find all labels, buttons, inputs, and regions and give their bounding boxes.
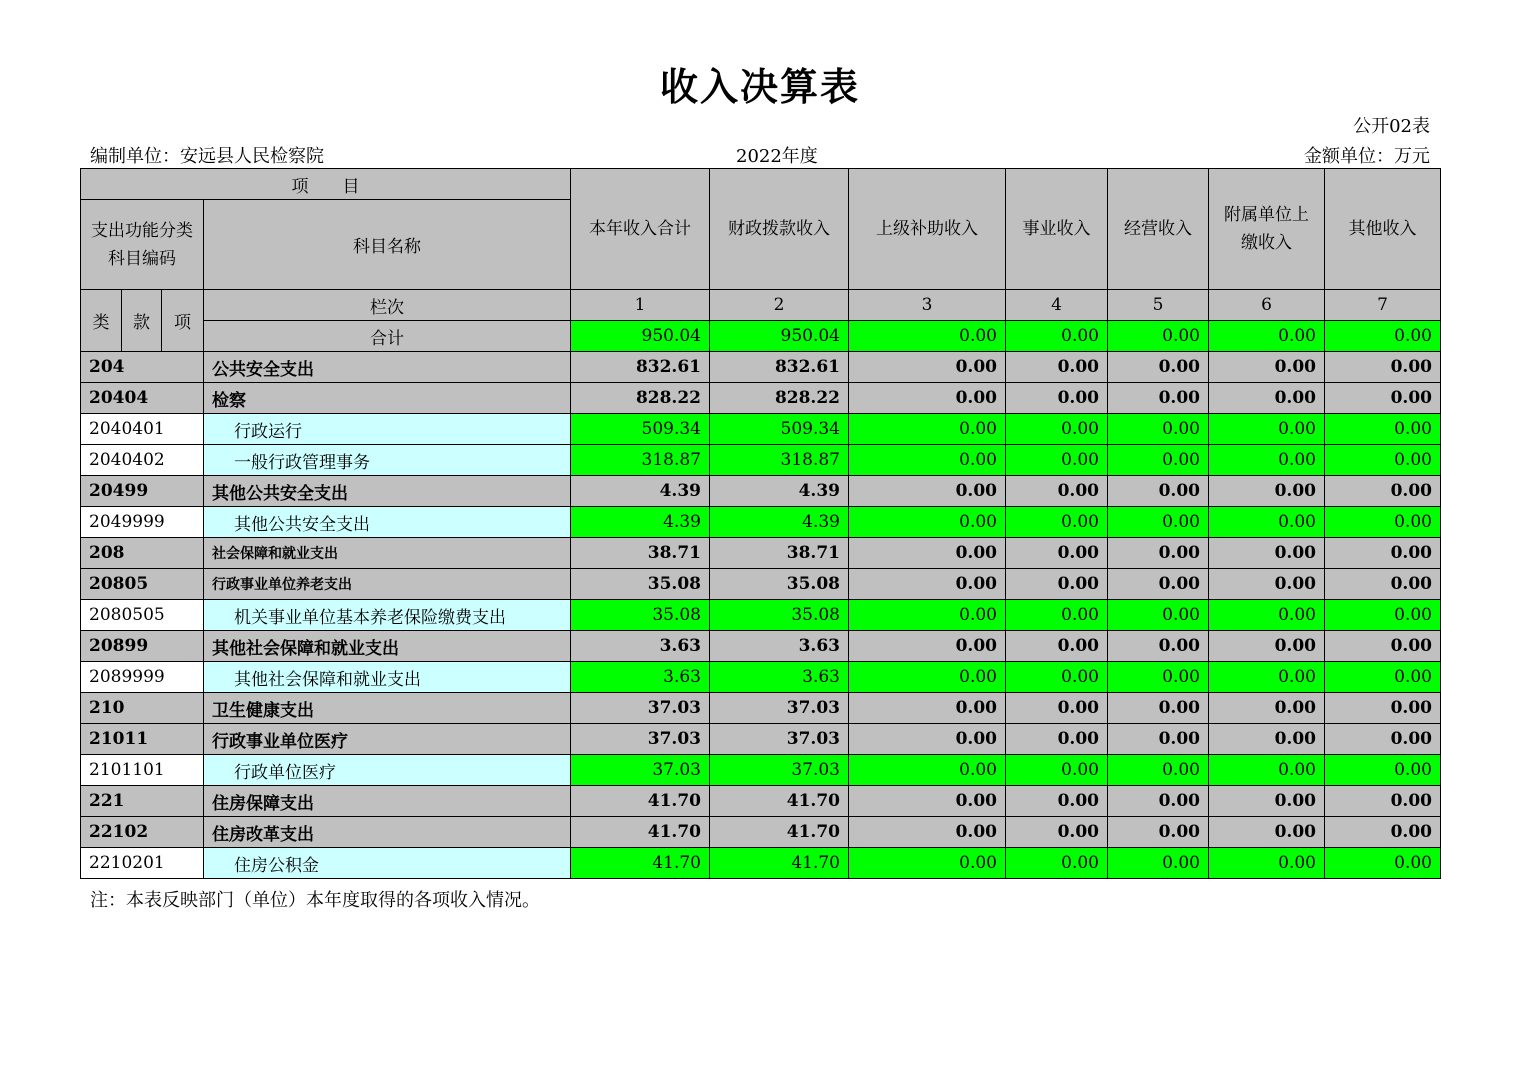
- header-col-6: 附属单位上缴收入: [1209, 169, 1325, 290]
- total-cell: 0.00: [849, 321, 1006, 352]
- row-value: 41.70: [710, 786, 849, 817]
- row-name: 行政单位医疗: [204, 755, 571, 786]
- row-value: 38.71: [710, 538, 849, 569]
- table-row: [81, 569, 1441, 600]
- header-col-2: 财政拨款收入: [710, 169, 849, 290]
- row-code: 2101101: [81, 755, 204, 786]
- row-value: 0.00: [1006, 786, 1108, 817]
- table-row: [81, 693, 1441, 724]
- row-value: 0.00: [849, 755, 1006, 786]
- row-value: 0.00: [1325, 569, 1441, 600]
- row-value: 0.00: [1006, 600, 1108, 631]
- row-value: 4.39: [710, 476, 849, 507]
- total-cell: 0.00: [1325, 321, 1441, 352]
- row-value: 37.03: [571, 693, 710, 724]
- col-num-2: 2: [710, 290, 849, 321]
- row-value: 0.00: [1209, 817, 1325, 848]
- table-row: [81, 817, 1441, 848]
- row-value: 0.00: [1108, 414, 1209, 445]
- row-value: 0.00: [1209, 476, 1325, 507]
- table-row: [81, 724, 1441, 755]
- table-row: [81, 383, 1441, 414]
- row-value: 0.00: [1209, 414, 1325, 445]
- row-value: 0.00: [1108, 662, 1209, 693]
- row-value: 0.00: [1006, 817, 1108, 848]
- table-row: [81, 755, 1441, 786]
- row-value: 0.00: [1006, 383, 1108, 414]
- row-name: 其他公共安全支出: [204, 476, 571, 507]
- row-value: 0.00: [1325, 445, 1441, 476]
- row-value: 38.71: [571, 538, 710, 569]
- row-value: 0.00: [1006, 569, 1108, 600]
- lanci-row: [81, 290, 1441, 321]
- row-value: 0.00: [1006, 352, 1108, 383]
- header-col-1: 本年收入合计: [571, 169, 710, 290]
- header-lanci: 栏次: [204, 290, 571, 321]
- row-value: 0.00: [1108, 693, 1209, 724]
- col-num-5: 5: [1108, 290, 1209, 321]
- row-value: 318.87: [710, 445, 849, 476]
- row-code: 20899: [81, 631, 204, 662]
- row-name: 一般行政管理事务: [204, 445, 571, 476]
- header-xiang: 项: [162, 290, 204, 352]
- header-col-4: 事业收入: [1006, 169, 1108, 290]
- total-row: [81, 321, 1441, 352]
- row-value: 509.34: [710, 414, 849, 445]
- row-value: 0.00: [1006, 662, 1108, 693]
- row-code: 2080505: [81, 600, 204, 631]
- table-row: [81, 352, 1441, 383]
- row-value: 0.00: [1209, 383, 1325, 414]
- row-value: 41.70: [571, 817, 710, 848]
- row-value: 3.63: [571, 631, 710, 662]
- row-value: 3.63: [571, 662, 710, 693]
- row-value: 828.22: [571, 383, 710, 414]
- row-name: 检察: [204, 383, 571, 414]
- row-value: 41.70: [710, 817, 849, 848]
- header-code: 支出功能分类科目编码: [81, 200, 204, 290]
- row-name: 住房保障支出: [204, 786, 571, 817]
- row-value: 0.00: [1325, 631, 1441, 662]
- table-row: [81, 476, 1441, 507]
- row-code: 2040402: [81, 445, 204, 476]
- row-value: 41.70: [571, 848, 710, 879]
- table-row: [81, 662, 1441, 693]
- row-name: 其他公共安全支出: [204, 507, 571, 538]
- row-value: 0.00: [1325, 383, 1441, 414]
- income-table: [80, 168, 1441, 879]
- row-value: 0.00: [1209, 693, 1325, 724]
- row-value: 0.00: [1209, 569, 1325, 600]
- total-cell: 950.04: [710, 321, 849, 352]
- row-value: 0.00: [1209, 352, 1325, 383]
- row-value: 3.63: [710, 662, 849, 693]
- row-name: 住房公积金: [204, 848, 571, 879]
- table-row: [81, 600, 1441, 631]
- row-value: 4.39: [571, 507, 710, 538]
- table-row: [81, 507, 1441, 538]
- row-value: 0.00: [1108, 755, 1209, 786]
- row-value: 0.00: [1209, 786, 1325, 817]
- row-value: 0.00: [1006, 507, 1108, 538]
- row-value: 3.63: [710, 631, 849, 662]
- row-value: 0.00: [1209, 538, 1325, 569]
- row-value: 0.00: [1325, 786, 1441, 817]
- row-name: 卫生健康支出: [204, 693, 571, 724]
- row-value: 37.03: [710, 693, 849, 724]
- header-col-5: 经营收入: [1108, 169, 1209, 290]
- row-code: 2089999: [81, 662, 204, 693]
- row-value: 35.08: [710, 600, 849, 631]
- row-value: 0.00: [1108, 569, 1209, 600]
- row-name: 行政事业单位养老支出: [204, 569, 571, 600]
- row-name: 其他社会保障和就业支出: [204, 662, 571, 693]
- row-value: 0.00: [1209, 848, 1325, 879]
- row-value: 37.03: [571, 724, 710, 755]
- row-value: 41.70: [571, 786, 710, 817]
- compiler-label: 编制单位：安远县人民检察院: [90, 146, 324, 167]
- row-value: 0.00: [1108, 600, 1209, 631]
- header-item: 项 目: [81, 169, 571, 200]
- row-value: 0.00: [1108, 352, 1209, 383]
- header-kuan: 款: [122, 290, 162, 352]
- row-code: 210: [81, 693, 204, 724]
- row-name: 住房改革支出: [204, 817, 571, 848]
- col-num-7: 7: [1325, 290, 1441, 321]
- year-label: 2022年度: [736, 146, 818, 167]
- row-name: 机关事业单位基本养老保险缴费支出: [204, 600, 571, 631]
- row-code: 20805: [81, 569, 204, 600]
- row-value: 4.39: [571, 476, 710, 507]
- row-value: 0.00: [849, 507, 1006, 538]
- table-row: [81, 445, 1441, 476]
- header-lei: 类: [81, 290, 122, 352]
- unit-label: 金额单位：万元: [1304, 146, 1430, 167]
- row-value: 0.00: [1209, 755, 1325, 786]
- table-row: [81, 848, 1441, 879]
- page-title: 收入决算表: [659, 65, 860, 109]
- row-value: 0.00: [849, 538, 1006, 569]
- row-value: 37.03: [710, 755, 849, 786]
- row-value: 0.00: [1209, 631, 1325, 662]
- row-value: 832.61: [710, 352, 849, 383]
- row-value: 0.00: [849, 631, 1006, 662]
- row-value: 0.00: [1325, 352, 1441, 383]
- row-value: 0.00: [1108, 817, 1209, 848]
- table-row: [81, 631, 1441, 662]
- row-value: 0.00: [1325, 662, 1441, 693]
- row-value: 0.00: [1209, 507, 1325, 538]
- row-value: 0.00: [1006, 445, 1108, 476]
- row-value: 0.00: [1108, 724, 1209, 755]
- row-value: 0.00: [1108, 631, 1209, 662]
- row-value: 0.00: [849, 383, 1006, 414]
- row-value: 509.34: [571, 414, 710, 445]
- row-value: 35.08: [571, 600, 710, 631]
- row-value: 0.00: [849, 817, 1006, 848]
- row-code: 22102: [81, 817, 204, 848]
- col-num-6: 6: [1209, 290, 1325, 321]
- row-value: 0.00: [1006, 693, 1108, 724]
- row-value: 35.08: [571, 569, 710, 600]
- row-value: 832.61: [571, 352, 710, 383]
- row-value: 318.87: [571, 445, 710, 476]
- row-value: 0.00: [849, 662, 1006, 693]
- total-cell: 950.04: [571, 321, 710, 352]
- table-row: [81, 786, 1441, 817]
- form-number: 公开02表: [1353, 116, 1430, 137]
- table-row: [81, 414, 1441, 445]
- row-value: 0.00: [849, 569, 1006, 600]
- row-code: 204: [81, 352, 204, 383]
- row-code: 2040401: [81, 414, 204, 445]
- row-value: 0.00: [1006, 724, 1108, 755]
- row-name: 行政事业单位医疗: [204, 724, 571, 755]
- row-value: 37.03: [710, 724, 849, 755]
- row-value: 0.00: [1325, 693, 1441, 724]
- row-value: 0.00: [1209, 600, 1325, 631]
- row-value: 0.00: [1006, 631, 1108, 662]
- total-cell: 0.00: [1108, 321, 1209, 352]
- row-code: 20404: [81, 383, 204, 414]
- row-code: 2049999: [81, 507, 204, 538]
- header-row-1: [81, 169, 1441, 200]
- col-num-3: 3: [849, 290, 1006, 321]
- row-value: 0.00: [849, 445, 1006, 476]
- total-cell: 0.00: [1006, 321, 1108, 352]
- footnote: 注：本表反映部门（单位）本年度取得的各项收入情况。: [90, 890, 540, 911]
- row-value: 0.00: [1325, 538, 1441, 569]
- row-value: 0.00: [849, 724, 1006, 755]
- total-cell: 0.00: [1209, 321, 1325, 352]
- row-code: 2210201: [81, 848, 204, 879]
- row-value: 0.00: [849, 476, 1006, 507]
- row-value: 0.00: [1108, 507, 1209, 538]
- row-code: 21011: [81, 724, 204, 755]
- row-value: 0.00: [849, 693, 1006, 724]
- row-value: 41.70: [710, 848, 849, 879]
- col-num-4: 4: [1006, 290, 1108, 321]
- row-name: 公共安全支出: [204, 352, 571, 383]
- row-value: 0.00: [1108, 383, 1209, 414]
- row-value: 0.00: [1325, 476, 1441, 507]
- table-row: [81, 538, 1441, 569]
- row-code: 20499: [81, 476, 204, 507]
- row-value: 0.00: [1006, 538, 1108, 569]
- row-value: 0.00: [1325, 414, 1441, 445]
- row-value: 0.00: [1325, 724, 1441, 755]
- total-label: 合计: [204, 321, 571, 352]
- row-value: 4.39: [710, 507, 849, 538]
- row-name: 其他社会保障和就业支出: [204, 631, 571, 662]
- row-value: 0.00: [1108, 786, 1209, 817]
- col-num-1: 1: [571, 290, 710, 321]
- row-value: 0.00: [1108, 848, 1209, 879]
- row-value: 37.03: [571, 755, 710, 786]
- row-value: 0.00: [1325, 755, 1441, 786]
- row-code: 208: [81, 538, 204, 569]
- row-value: 0.00: [849, 786, 1006, 817]
- header-col-7: 其他收入: [1325, 169, 1441, 290]
- row-value: 828.22: [710, 383, 849, 414]
- row-value: 0.00: [1325, 600, 1441, 631]
- row-value: 0.00: [1325, 848, 1441, 879]
- row-value: 0.00: [1006, 755, 1108, 786]
- row-value: 0.00: [1108, 476, 1209, 507]
- row-value: 0.00: [1006, 476, 1108, 507]
- row-value: 0.00: [1325, 507, 1441, 538]
- row-value: 0.00: [1209, 662, 1325, 693]
- header-name: 科目名称: [204, 200, 571, 290]
- row-value: 0.00: [1325, 817, 1441, 848]
- row-value: 0.00: [849, 848, 1006, 879]
- row-value: 0.00: [849, 414, 1006, 445]
- header-col-3: 上级补助收入: [849, 169, 1006, 290]
- row-value: 35.08: [710, 569, 849, 600]
- row-name: 行政运行: [204, 414, 571, 445]
- row-value: 0.00: [849, 600, 1006, 631]
- row-value: 0.00: [1209, 724, 1325, 755]
- row-value: 0.00: [1006, 414, 1108, 445]
- row-value: 0.00: [1209, 445, 1325, 476]
- row-value: 0.00: [1006, 848, 1108, 879]
- row-value: 0.00: [849, 352, 1006, 383]
- row-code: 221: [81, 786, 204, 817]
- row-value: 0.00: [1108, 445, 1209, 476]
- row-name: 社会保障和就业支出: [204, 538, 571, 569]
- row-value: 0.00: [1108, 538, 1209, 569]
